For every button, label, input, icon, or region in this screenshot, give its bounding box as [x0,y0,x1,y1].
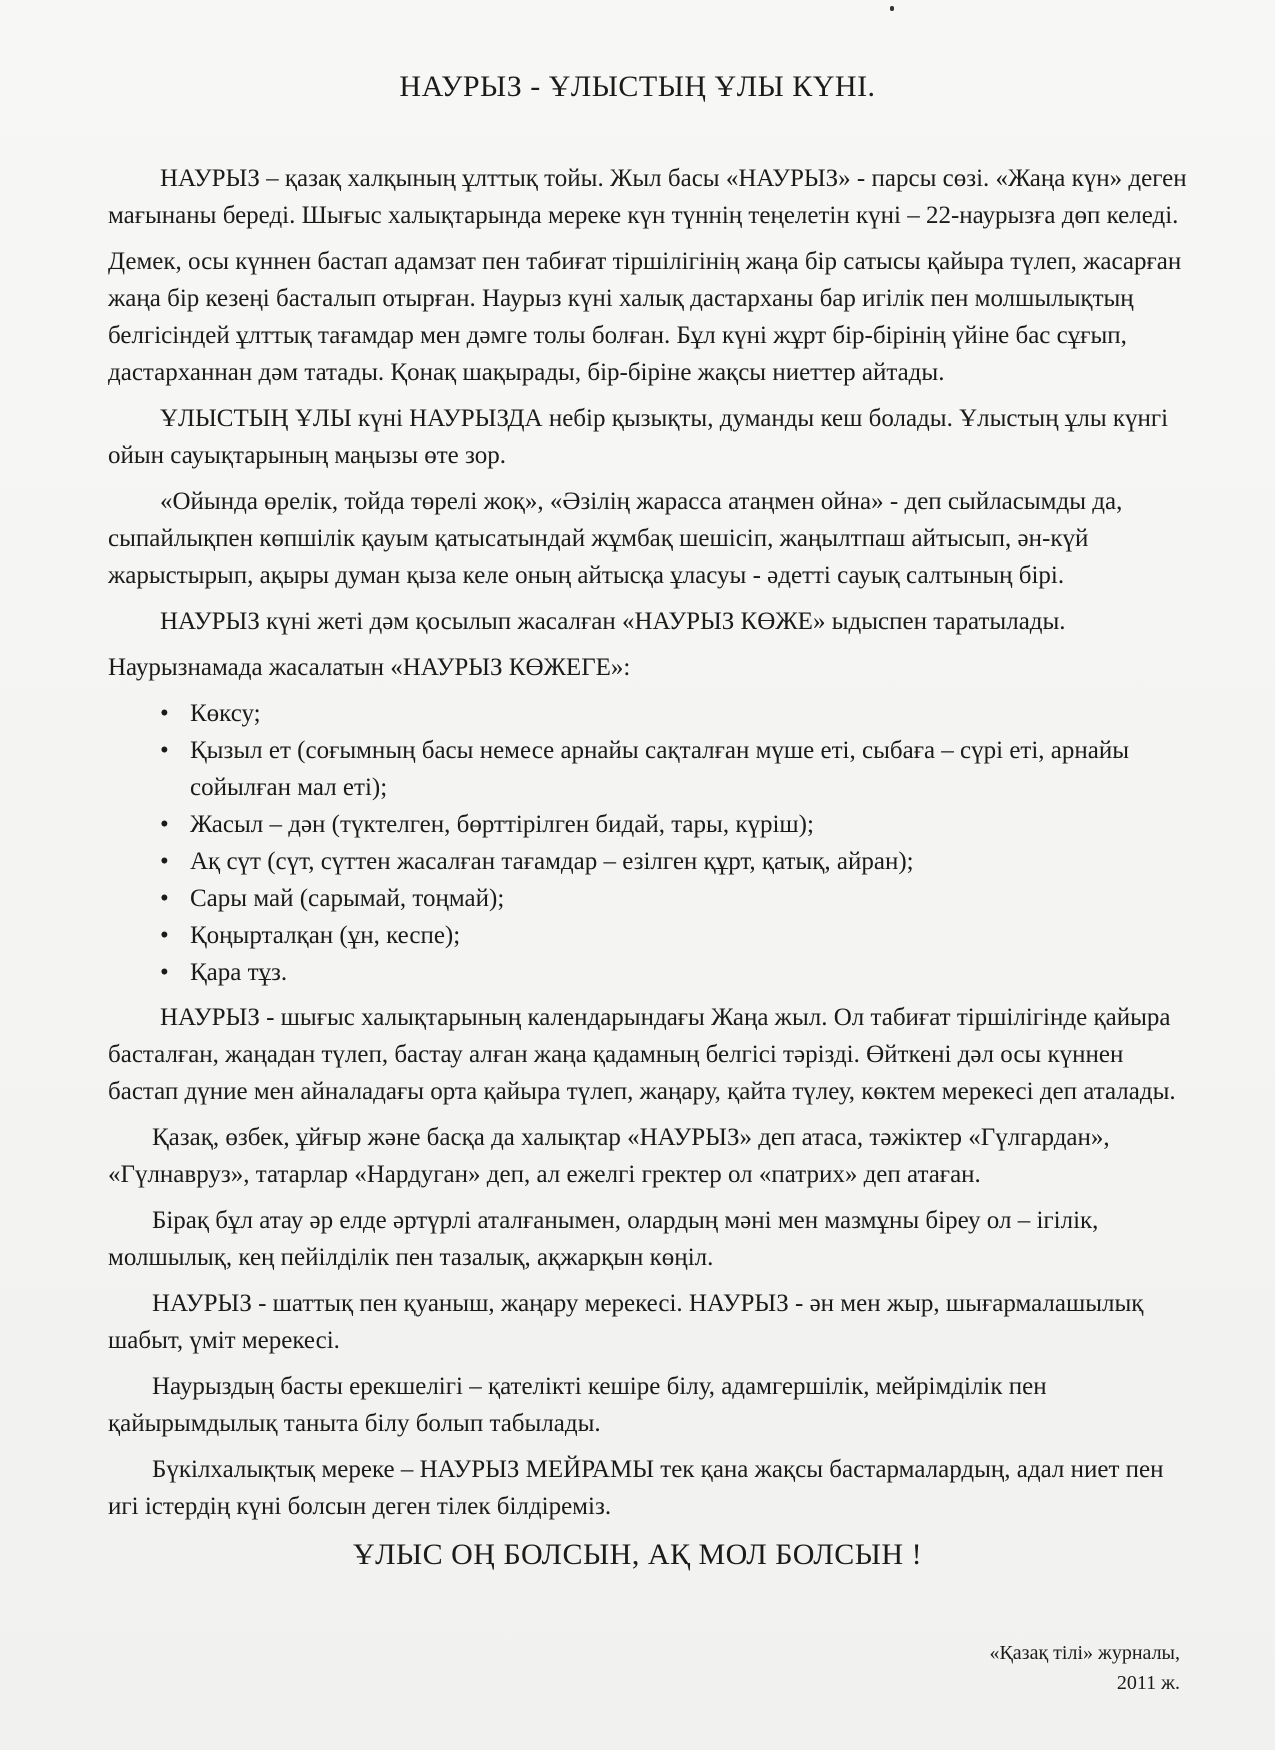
bullet-icon: • [160,922,169,949]
paragraph-meaning: Бірақ бұл атау әр елде әртүрлі аталғанымен, олардың мәні мен мазмұны біреу ол – ігілік, молшылық, кең пейілділік пен тазалық, ақжарқын көңіл. [108,1207,1099,1271]
bullet-icon: • [160,885,169,912]
ingredients-list [108,695,1198,991]
page-title: НАУРЫЗ - ҰЛЫСТЫҢ ҰЛЫ КҮНІ. [399,70,876,103]
scan-speck [890,6,894,11]
paragraph-ingredients-intro: Наурызнамада жасалатын «НАУРЫЗ КӨЖЕГЕ»: [108,654,631,681]
paragraph-intro: НАУРЫЗ – қазақ халқының ұлттық тойы. Жыл басы «НАУРЫЗ» - парсы сөзі. «Жаңа күн» деген мағынаны береді. Шығыс халықтарында мереке күн түннің теңелетін күні – 22-наурызға дөп келеді. [108,165,1187,229]
article-body [108,160,1198,1534]
list-item: • Сары май (сарымай, тоңмай); [160,880,1198,917]
closing-greeting: ҰЛЫС ОҢ БОЛСЫН, АҚ МОЛ БОЛСЫН ! [352,1538,923,1571]
paragraph-proverbs: «Ойында өрелік, тойда төрелі жоқ», «Әзілің жарасса атаңмен ойна» - деп сыйласымды да, сыпайлықпен көпшілік қауым қатысатындай жұмбақ шешісіп, жаңылтпаш айтысып, ән-күй жарыстырып, ақыры думан қыза келе оның айтысқа ұласуы - әдетті сауық салтының бірі. [108,488,1123,589]
bullet-icon: • [160,737,169,764]
list-item: • Қызыл ет (соғымның басы немесе арнайы сақталған мүше еті, сыбаға – сүрі еті, арнайы сойылған мал еті); [160,732,1198,806]
paragraph-forgiveness: Наурыздың басты ерекшелігі – қателікті кешіре білу, адамгершілік, мейрімділік пен қайырымдылық таныта білу болып табылады. [108,1373,1047,1437]
bullet-icon: • [160,959,169,986]
paragraph-new-stage: Демек, осы күннен бастап адамзат пен табиғат тіршілігінің жаңа бір сатысы қайыра түлеп, жасарған жаңа бір кезеңі басталып отырған. Наурыз күні халық дастарханы бар игілік пен молшылықтың белгісіндей ұлттық тағамдар мен дәмге толы болған. Бұл күні жұрт бір-бірінің үйіне бас сұғып, дастарханнан дәм татады. Қонақ шақырады, бір-біріне жақсы ниеттер айтады. [108,248,1182,386]
source-year: 2011 ж. [1116,1672,1180,1694]
paragraph-names: Қазақ, өзбек, ұйғыр және басқа да халықтар «НАУРЫЗ» деп атаса, тәжіктер «Гүлгардан», «Гүлнавруз», татарлар «Нардуган» деп, ал ежелгі гректер ол «патрих» деп атаған. [108,1124,1110,1188]
list-item: • Қоңырталқан (ұн, кеспе); [160,917,1198,954]
list-item: • Көксу; [160,695,1198,732]
paragraph-wish: Бүкілхалықтық мереке – НАУРЫЗ МЕЙРАМЫ тек қана жақсы бастармалардың, адал ниет пен игі істердің күні болсын деген тілек білдіреміз. [108,1456,1164,1520]
bullet-icon: • [160,848,169,875]
bullet-icon: • [160,811,169,838]
paragraph-nauryz-kozhe: НАУРЫЗ күні жеті дәм қосылып жасалған «НАУРЫЗ КӨЖЕ» ыдыспен таратылады. [160,608,1066,635]
list-item: • Ақ сүт (сүт, сүттен жасалған тағамдар – езілген құрт, қатық, айран); [160,843,1198,880]
list-item: • Жасыл – дән (түктелген, бөрттірілген бидай, тары, күріш); [160,806,1198,843]
paragraph-joy: НАУРЫЗ - шаттық пен қуаныш, жаңару мерекесі. НАУРЫЗ - ән мен жыр, шығармалашылық шабыт, үміт мерекесі. [108,1290,1144,1354]
source-journal: «Қазақ тілі» журналы, [989,1642,1180,1664]
bullet-icon: • [160,700,169,727]
paragraph-new-year: НАУРЫЗ - шығыс халықтарының календарындағы Жаңа жыл. Ол табиғат тіршілігінде қайыра басталған, жаңадан түлеп, бастау алған жаңа қадамның белгісі тәрізді. Өйткені дәл осы күннен бастап дүние мен айналадағы орта қайыра түлеп, жаңару, қайта түлеу, көктем мерекесі деп аталады. [108,1004,1176,1105]
paragraph-celebration: ҰЛЫСТЫҢ ҰЛЫ күні НАУРЫЗДА небір қызықты, думанды кеш болады. Ұлыстың ұлы күнгі ойын сауықтарының маңызы өте зор. [108,405,1169,469]
list-item: • Қара тұз. [160,954,1198,991]
source-citation [989,1638,1180,1698]
